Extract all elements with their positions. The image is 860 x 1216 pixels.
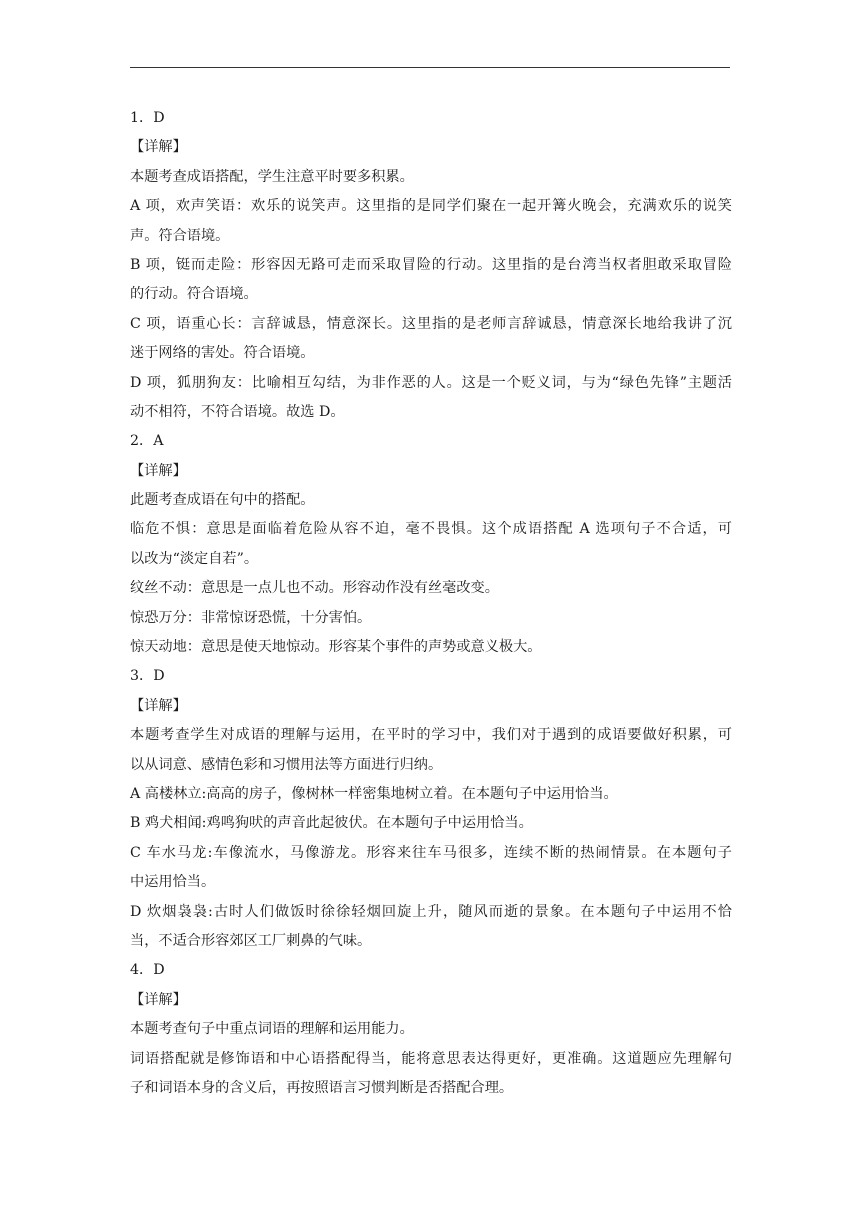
q3-text-line: C 车水马龙:车像流水，马像游龙。形容来往车马很多，连续不断的热闹情景。在本题句子 [130, 844, 732, 861]
q2-answer: 2．A [130, 433, 164, 450]
q1-text-line: C 项，语重心长：言辞诚恳，情意深长。这里指的是老师言辞诚恳，情意深长地给我讲了沉 [130, 315, 732, 332]
q3-detail-heading: 【详解】 [130, 697, 187, 714]
q2-text-line: 以改为“淡定自若”。 [130, 550, 259, 567]
q3-text-line: 中运用恰当。 [130, 874, 216, 891]
q3-text-line: D 炊烟袅袅:古时人们做饭时徐徐轻烟回旋上升，随风而逝的景象。在本题句子中运用不恰 [130, 903, 732, 920]
q4-text-line: 本题考查句子中重点词语的理解和运用能力。 [130, 1021, 414, 1038]
q4-answer: 4．D [130, 962, 165, 979]
q2-text-line: 纹丝不动：意思是一点儿也不动。形容动作没有丝毫改变。 [130, 580, 499, 597]
q1-answer: 1．D [130, 110, 165, 126]
q4-text-line: 词语搭配就是修饰语和中心语搭配得当，能将意思表达得更好，更准确。这道题应先理解句 [130, 1050, 732, 1067]
q2-detail-heading: 【详解】 [130, 462, 187, 479]
q1-text-line: D 项，狐朋狗友：比喻相互勾结，为非作恶的人。这是一个贬义词，与为“绿色先锋”主题活 [130, 374, 732, 391]
header-rule [130, 67, 730, 68]
q2-text-line: 惊天动地：意思是使天地惊动。形容某个事件的声势或意义极大。 [130, 639, 542, 656]
q1-text-line: 声。符合语境。 [130, 227, 230, 244]
q4-text-line: 子和词语本身的含义后，再按照语言习惯判断是否搭配合理。 [130, 1079, 514, 1096]
q3-text-line: B 鸡犬相闻:鸡鸣狗吠的声音此起彼伏。在本题句子中运用恰当。 [130, 815, 533, 832]
q1-text-line: 动不相符，不符合语境。故选 D。 [130, 403, 345, 420]
q3-text-line: A 高楼林立:高高的房子，像树林一样密集地树立着。在本题句子中运用恰当。 [130, 785, 618, 802]
q3-answer: 3．D [130, 668, 165, 685]
q1-text-line: 的行动。符合语境。 [130, 286, 258, 303]
q2-text-line: 临危不惧：意思是面临着危险从容不迫，毫不畏惧。这个成语搭配 A 选项句子不合适，可 [130, 521, 732, 538]
q1-text-line: A 项，欢声笑语：欢乐的说笑声。这里指的是同学们聚在一起开篝火晚会，充满欢乐的说笑 [130, 198, 732, 215]
q1-detail-heading: 【详解】 [130, 139, 187, 156]
q1-text-line: 本题考查成语搭配，学生注意平时要多积累。 [130, 168, 414, 185]
q3-text-line: 以从词意、感情色彩和习惯用法等方面进行归纳。 [130, 756, 443, 773]
q3-text-line: 本题考查学生对成语的理解与运用，在平时的学习中，我们对于遇到的成语要做好积累，可 [130, 727, 732, 744]
q3-text-line: 当，不适合形容郊区工厂刺鼻的气味。 [130, 932, 372, 949]
answer-explanations [130, 104, 732, 1103]
q1-text-line: 迷于网络的害处。符合语境。 [130, 345, 315, 362]
q2-text-line: 此题考查成语在句中的搭配。 [130, 492, 315, 509]
q4-detail-heading: 【详解】 [130, 991, 187, 1008]
q1-text-line: B 项，铤而走险：形容因无路可走而采取冒险的行动。这里指的是台湾当权者胆敢采取冒险 [130, 256, 732, 273]
q2-text-line: 惊恐万分：非常惊讶恐慌，十分害怕。 [130, 609, 372, 626]
